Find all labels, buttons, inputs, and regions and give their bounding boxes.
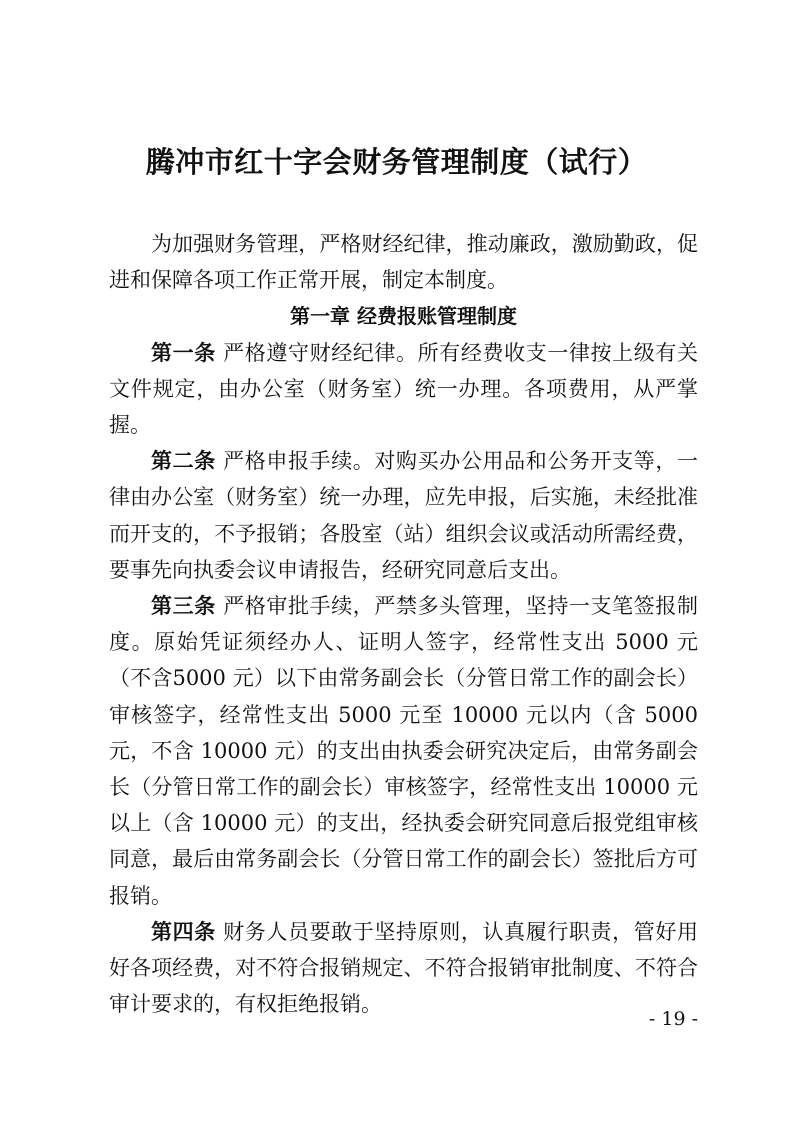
article-text-1: 严格遵守财经纪律。所有经费收支一律按上级有关文件规定，由办公室（财务室）统一办理。各项费用，从严掌握。: [109, 340, 698, 438]
page-number: - 19 -: [648, 1008, 698, 1030]
article-paragraph-2: [109, 443, 698, 588]
article-text-3: 严格审批手续，严禁多头管理，坚持一支笔签报制度。原始凭证须经办人、证明人签字，经常性支出 5000 元（不含5000 元）以下由常务副会长（分管日常工作的副会长）审核签字，经常性支出 5000 元至 10000 元以内（含 5000 元，不含 10000 元）的支出由执委会研究决定后，由常务副会长（分管日常工作的副会长）审核签字，经常性支出 10000 元以上（含 10000 元）的支出，经执委会研究同意后报党组审核同意，最后由常务副会长（分管日常工作的副会长）签批后方可报销。: [109, 594, 698, 908]
document-title: 腾冲市红十字会财务管理制度（试行）: [145, 145, 648, 179]
article-number-2: 第二条: [151, 449, 216, 474]
article-paragraph-1: [109, 335, 698, 444]
chapter-heading: 第一章 经费报账管理制度: [290, 304, 517, 329]
article-number-4: 第四条: [151, 919, 216, 944]
intro-paragraph: 为加强财务管理，严格财经纪律，推动廉政，激励勤政，促进和保障各项工作正常开展，制定本制度。: [109, 232, 698, 293]
article-text-4: 财务人员要敢于坚持原则，认真履行职责，管好用好各项经费，对不符合报销规定、不符合报销审批制度、不符合审计要求的，有权拒绝报销。: [109, 919, 698, 1017]
article-number-3: 第三条: [151, 594, 216, 619]
article-paragraph-3: [109, 588, 698, 914]
article-text-2: 严格申报手续。对购买办公用品和公务开支等，一律由办公室（财务室）统一办理，应先申报，后实施，未经批准而开支的，不予报销；各股室（站）组织会议或活动所需经费，要事先向执委会议申请报告，经研究同意后支出。: [109, 449, 698, 582]
article-paragraph-4: [109, 914, 698, 1023]
article-number-1: 第一条: [151, 340, 216, 365]
document-body: [109, 226, 698, 1022]
